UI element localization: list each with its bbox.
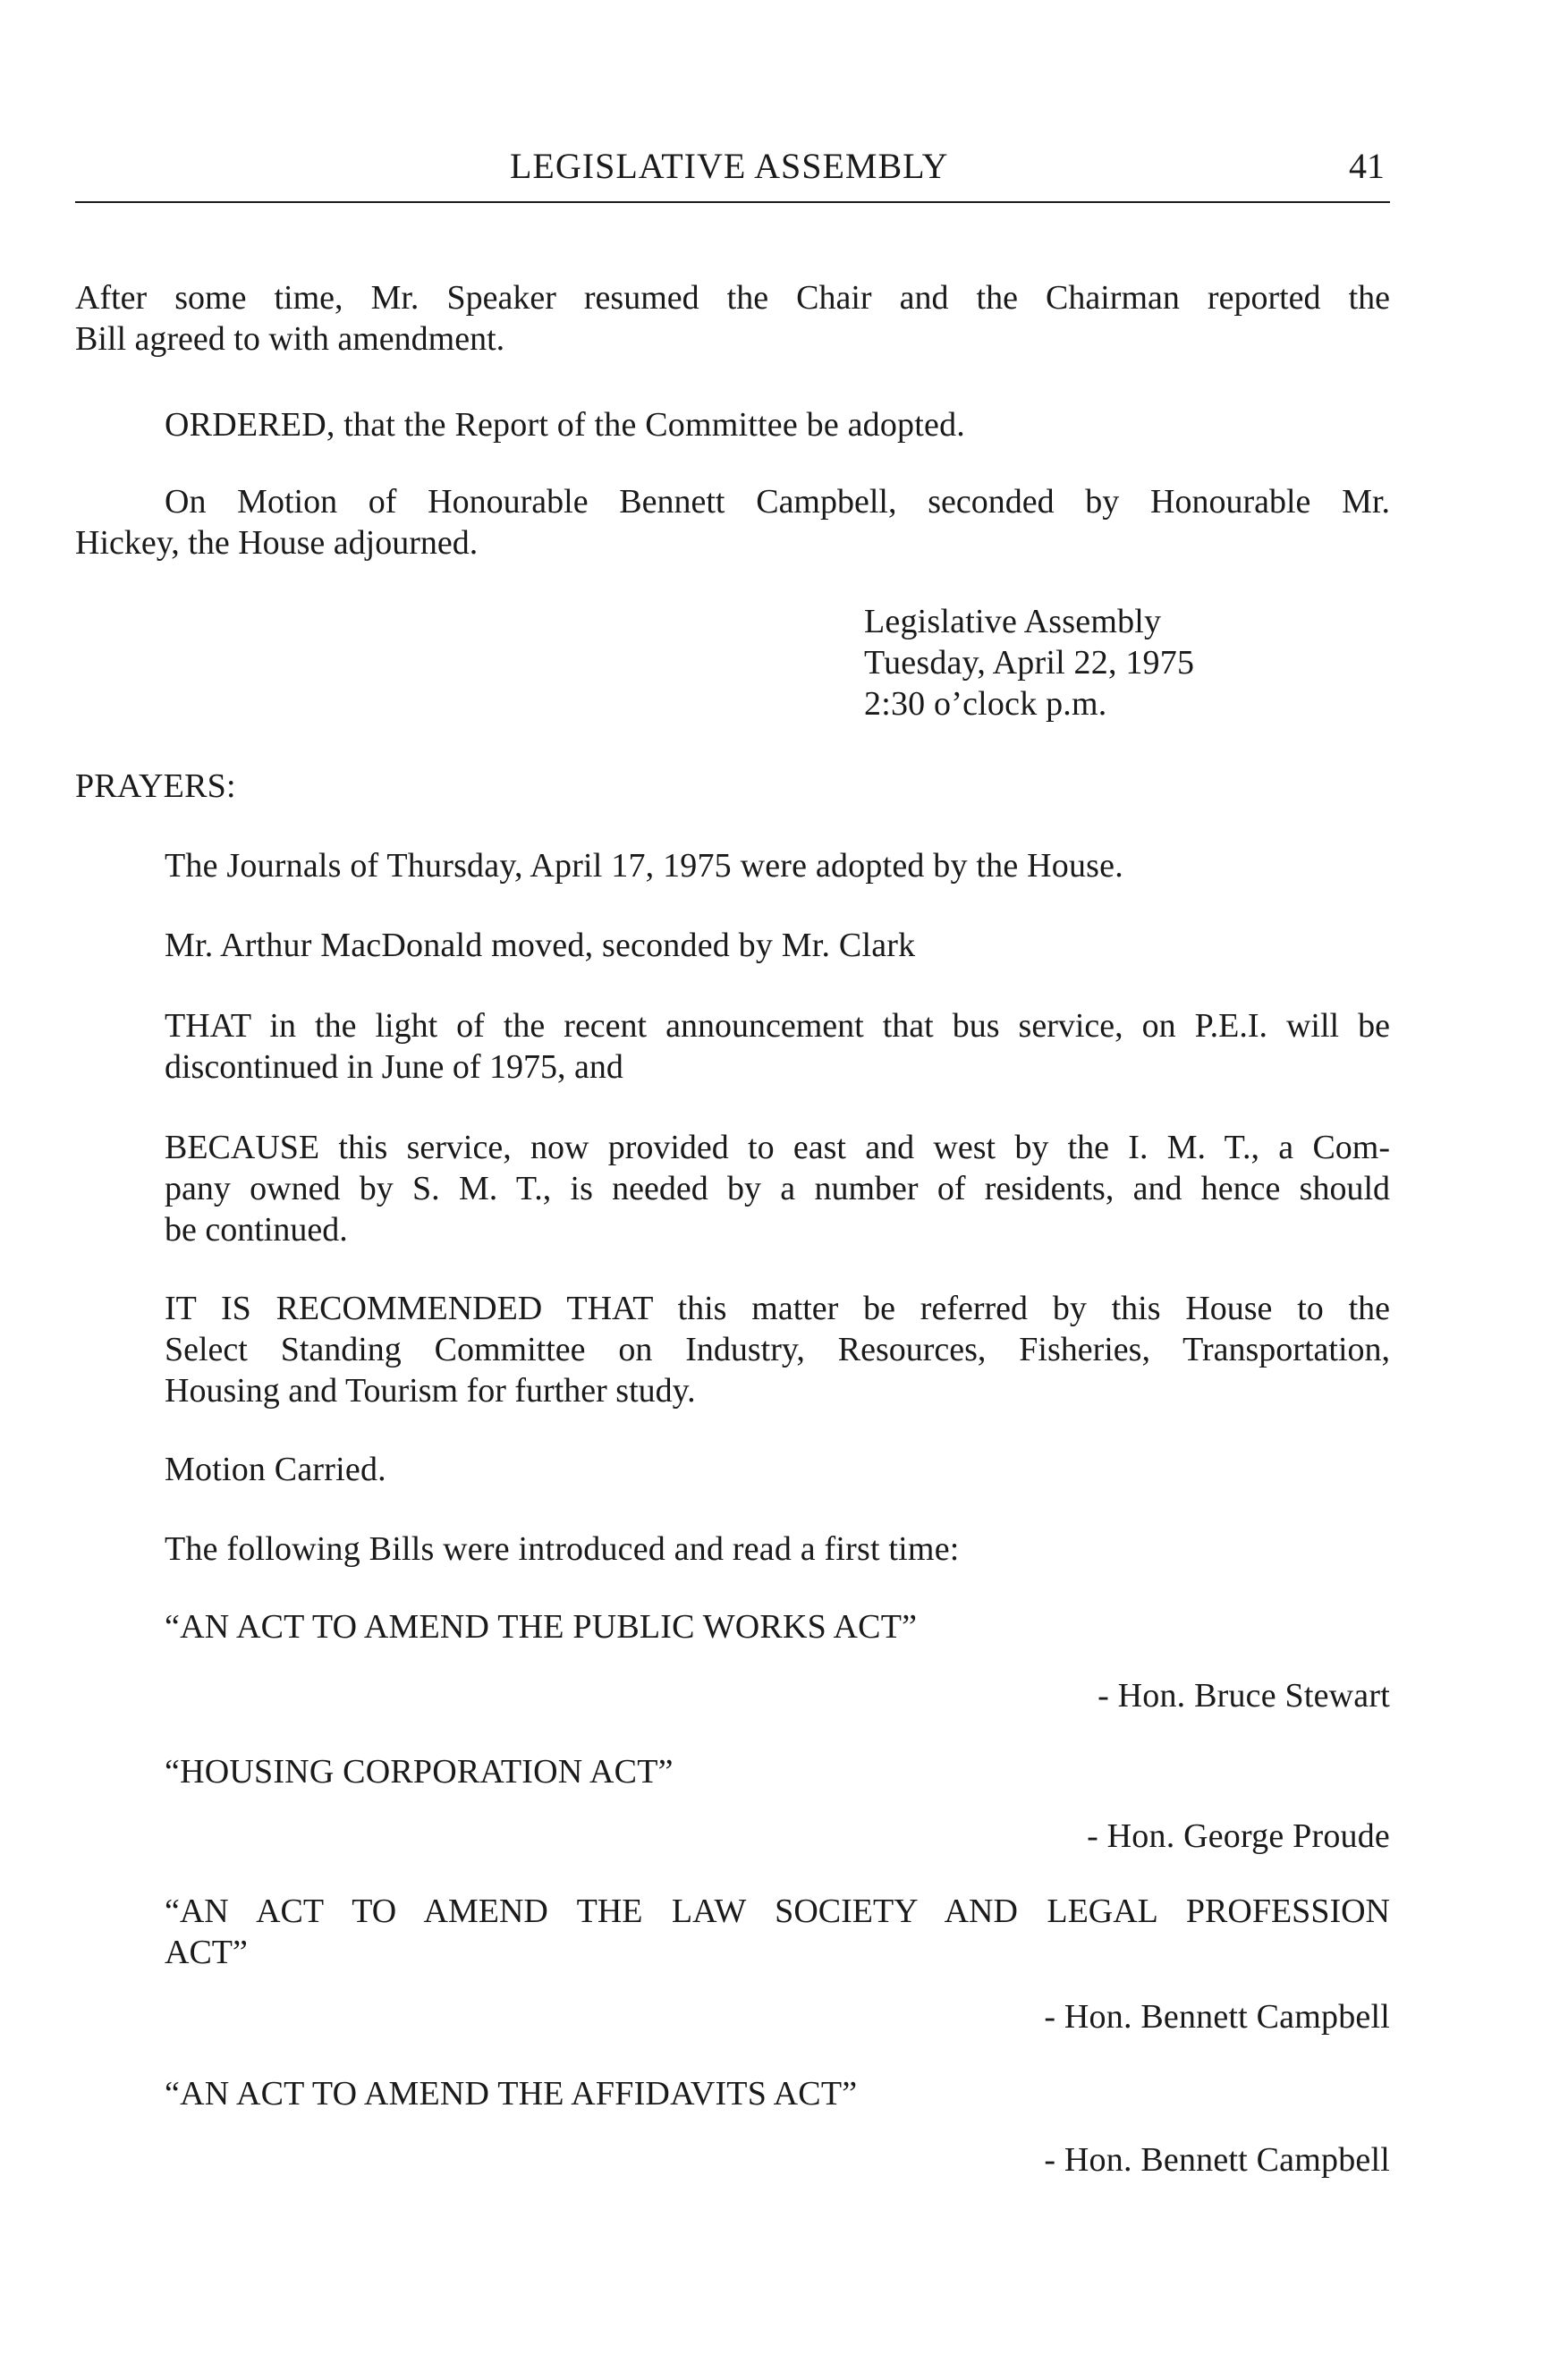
text-line: discontinued in June of 1975, and xyxy=(165,1048,623,1086)
sitting-place: Legislative Assembly xyxy=(864,603,1162,640)
paragraph-motion-carried: Motion Carried. xyxy=(165,1451,386,1488)
paragraph-committee-report xyxy=(75,277,1390,360)
text-line: pany owned by S. M. T., is needed by a number of residents, and hence should xyxy=(165,1170,1390,1207)
paragraph-adjournment xyxy=(75,481,1390,563)
paragraph-ordered: ORDERED, that the Report of the Committee be adopted. xyxy=(165,406,965,444)
text-line: On Motion of Honourable Bennett Campbell, seconded by Honourable Mr. xyxy=(165,483,1390,521)
bill-sponsor: - Hon. Bennett Campbell xyxy=(1044,2141,1390,2179)
page-header-title: LEGISLATIVE ASSEMBLY xyxy=(510,146,949,186)
bill-sponsor: - Hon. Bennett Campbell xyxy=(1044,1998,1390,2036)
paragraph-recommended xyxy=(165,1288,1390,1411)
text-line: Hickey, the House adjourned. xyxy=(75,524,479,562)
prayers-heading: PRAYERS: xyxy=(75,767,236,805)
paragraph-because xyxy=(165,1127,1390,1250)
paragraph-bills-intro: The following Bills were introduced and read a first time: xyxy=(165,1530,960,1568)
bill-sponsor: - Hon. George Proude xyxy=(1087,1817,1390,1855)
paragraph-moved: Mr. Arthur MacDonald moved, seconded by Mr. Clark xyxy=(165,927,916,964)
text-line: Select Standing Committee on Industry, Resources, Fisheries, Transportation, xyxy=(165,1331,1390,1368)
text-line: Bill agreed to with amendment. xyxy=(75,320,505,358)
text-line: Housing and Tourism for further study. xyxy=(165,1372,696,1410)
text-line: IT IS RECOMMENDED THAT this matter be referred by this House to the xyxy=(165,1290,1390,1327)
bill-sponsor: - Hon. Bruce Stewart xyxy=(1098,1677,1390,1715)
page-number: 41 xyxy=(1349,146,1385,186)
header-rule xyxy=(75,201,1390,203)
bill-title: “HOUSING CORPORATION ACT” xyxy=(165,1753,674,1791)
text-line: be continued. xyxy=(165,1211,348,1249)
bill-title xyxy=(165,1891,1390,1973)
bill-title: “AN ACT TO AMEND THE AFFIDAVITS ACT” xyxy=(165,2075,858,2113)
sitting-date: Tuesday, April 22, 1975 xyxy=(864,644,1195,682)
text-line: THAT in the light of the recent announcement that bus service, on P.E.I. will be xyxy=(165,1007,1390,1045)
paragraph-journals: The Journals of Thursday, April 17, 1975 were adopted by the House. xyxy=(165,847,1123,885)
sitting-time: 2:30 o’clock p.m. xyxy=(864,685,1107,723)
text-line: BECAUSE this service, now provided to east and west by the I. M. T., a Com- xyxy=(165,1129,1390,1166)
text-line: “AN ACT TO AMEND THE LAW SOCIETY AND LEGAL PROFESSION xyxy=(165,1893,1390,1930)
bill-title: “AN ACT TO AMEND THE PUBLIC WORKS ACT” xyxy=(165,1608,918,1646)
paragraph-that xyxy=(165,1005,1390,1088)
text-line: After some time, Mr. Speaker resumed the Chair and the Chairman reported the xyxy=(75,279,1390,317)
text-line: ACT” xyxy=(165,1934,248,1971)
